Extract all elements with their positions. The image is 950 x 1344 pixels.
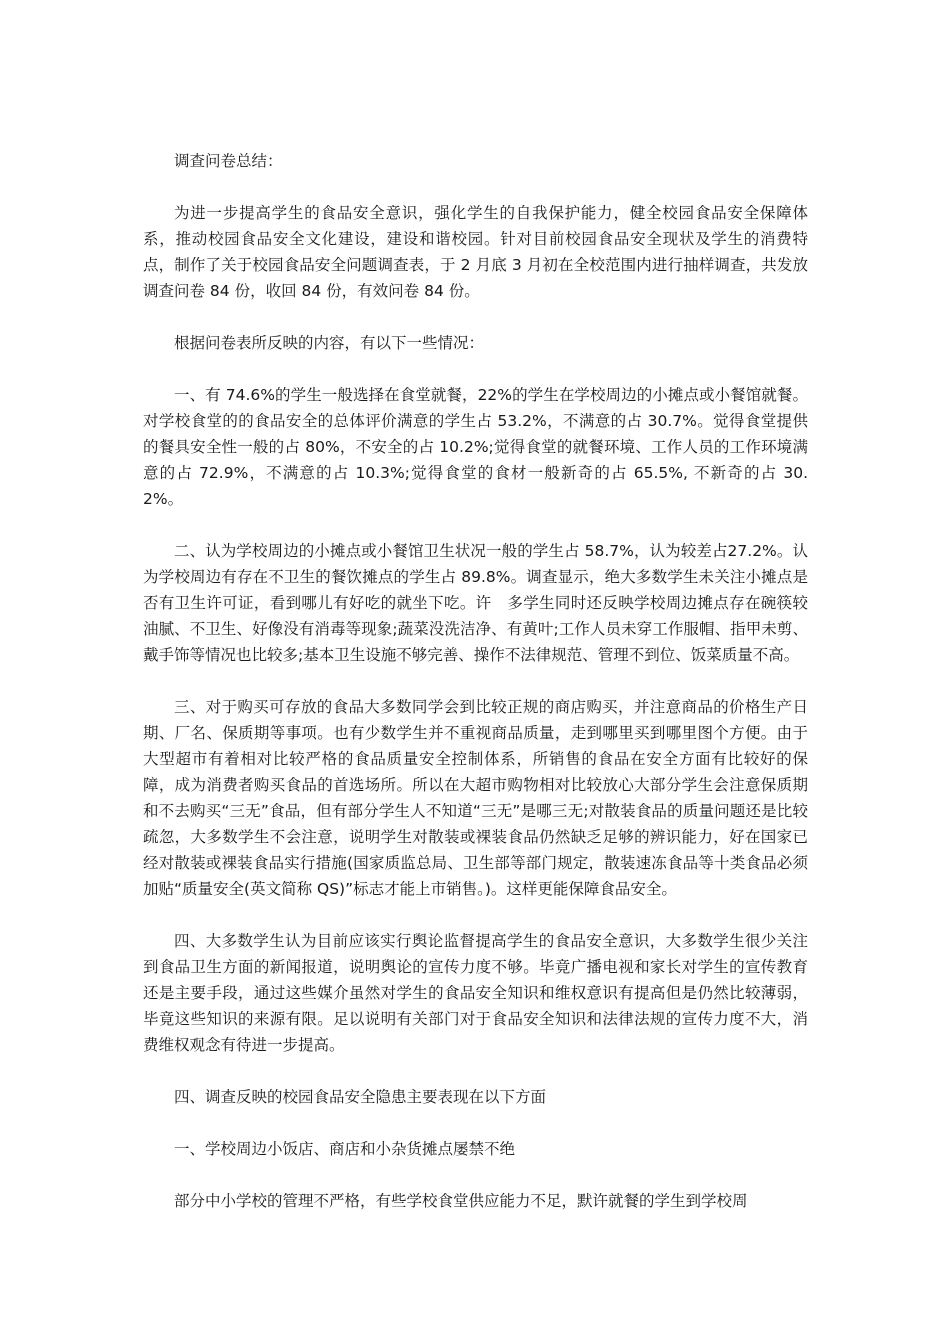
subsection-heading-vendors: 一、学校周边小饭店、商店和小杂货摊点屡禁不绝 bbox=[174, 1140, 516, 1158]
section-heading-hazards: 四、调查反映的校园食品安全隐患主要表现在以下方面 bbox=[174, 1088, 547, 1106]
paragraph-intro: 为进一步提高学生的食品安全意识，强化学生的自我保护能力，健全校园食品安全保障体系，推动校园食品安全文化建设，建设和谐校园。针对目前校园食品安全现状及学生的消费特点，制作了关于校园食品安全问题调查表，于 2 月底 3 月初在全校范围内进行抽样调查，共发放调查问卷 84 份，收回 84 份，有效问卷 84 份。 bbox=[143, 204, 808, 300]
paragraph-finding-2: 二、认为学校周边的小摊点或小餐馆卫生状况一般的学生占 58.7%，认为较差占27.2%。认为学校周边有存在不卫生的餐饮摊点的学生占 89.8%。调查显示，绝大多数学生未关注小摊点是否有卫生许可证，看到哪儿有好吃的就坐下吃。许 多学生同时还反映学校周边摊点存在碗筷较油腻、不卫生、好像没有消毒等现象;蔬菜没洗洁净、有黄叶;工作人员未穿工作服帽、指甲未剪、戴手饰等情况也比较多;基本卫生设施不够完善、操作不法律规范、管理不到位、饭菜质量不高。 bbox=[143, 542, 808, 664]
paragraph-vendors: 部分中小学校的管理不严格，有些学校食堂供应能力不足，默许就餐的学生到学校周 bbox=[174, 1192, 748, 1210]
document-body bbox=[143, 148, 808, 1240]
document-title: 调查问卷总结： bbox=[174, 152, 283, 170]
paragraph-summary-lead: 根据问卷表所反映的内容，有以下一些情况： bbox=[174, 334, 485, 352]
paragraph-finding-3: 三、对于购买可存放的食品大多数同学会到比较正规的商店购买，并注意商品的价格生产日期、厂名、保质期等事项。也有少数学生并不重视商品质量，走到哪里买到哪里图个方便。由于大型超市有着相对比较严格的食品质量安全控制体系，所销售的食品在安全方面有比较好的保障，成为消费者购买食品的首选场所。所以在大超市购物相对比较放心大部分学生会注意保质期和不去购买“三无”食品，但有部分学生人不知道“三无”是哪三无;对散装食品的质量问题还是比较疏忽，大多数学生不会注意，说明学生对散装或裸装食品仍然缺乏足够的辨识能力，好在国家已经对散装或裸装食品实行措施(国家质监总局、卫生部等部门规定，散装速冻食品等十类食品必须加贴“质量安全(英文简称 QS)”标志才能上市销售。)。这样更能保障食品安全。 bbox=[143, 698, 808, 898]
paragraph-finding-1: 一、有 74.6%的学生一般选择在食堂就餐，22%的学生在学校周边的小摊点或小餐馆就餐。对学校食堂的的食品安全的总体评价满意的学生占 53.2%，不满意的占 30.7%。觉得食堂提供的餐具安全性一般的占 80%，不安全的占 10.2%;觉得食堂的就餐环境、工作人员的工作环境满意的占 72.9%，不满意的占 10.3%;觉得食堂的食材一般新奇的占 65.5%, 不新奇的占 30.2%。 bbox=[143, 386, 808, 508]
paragraph-finding-4: 四、大多数学生认为目前应该实行舆论监督提高学生的食品安全意识，大多数学生很少关注到食品卫生方面的新闻报道，说明舆论的宣传力度不够。毕竟广播电视和家长对学生的宣传教育还是主要手段，通过这些媒介虽然对学生的食品安全知识和维权意识有提高但是仍然比较薄弱，毕竟这些知识的来源有限。足以说明有关部门对于食品安全知识和法律法规的宣传力度不大，消费维权观念有待进一步提高。 bbox=[143, 932, 808, 1054]
